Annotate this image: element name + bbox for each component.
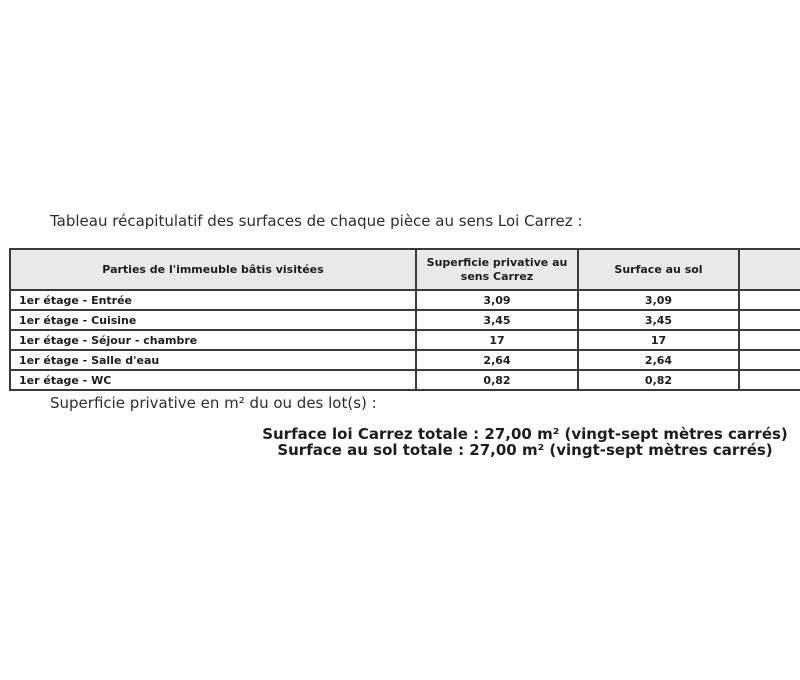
carrez-cell: 3,45 [416, 310, 578, 330]
table-row [10, 290, 800, 310]
table-header-row [10, 249, 800, 290]
table-row [10, 330, 800, 350]
carrez-cell: 17 [416, 330, 578, 350]
surfaces-table [9, 248, 800, 391]
room-cell: 1er étage - Salle d'eau [10, 350, 416, 370]
totals-block [250, 426, 800, 458]
room-cell: 1er étage - Séjour - chambre [10, 330, 416, 350]
table-row [10, 350, 800, 370]
column-header-empty [739, 249, 800, 290]
empty-cell [739, 290, 800, 310]
floor-cell: 3,09 [578, 290, 739, 310]
column-header-rooms: Parties de l'immeuble bâtis visitées [10, 249, 416, 290]
floor-cell: 17 [578, 330, 739, 350]
table-row [10, 310, 800, 330]
empty-cell [739, 330, 800, 350]
room-cell: 1er étage - Cuisine [10, 310, 416, 330]
total-carrez-line: Surface loi Carrez totale : 27,00 m² (vingt-sept mètres carrés) [262, 425, 788, 443]
column-header-floor: Surface au sol [578, 249, 739, 290]
carrez-cell: 3,09 [416, 290, 578, 310]
empty-cell [739, 350, 800, 370]
private-surface-subtitle: Superficie privative en m² du ou des lot(s) : [50, 394, 377, 412]
table-row [10, 370, 800, 390]
floor-cell: 3,45 [578, 310, 739, 330]
floor-cell: 2,64 [578, 350, 739, 370]
floor-cell: 0,82 [578, 370, 739, 390]
carrez-cell: 2,64 [416, 350, 578, 370]
carrez-cell: 0,82 [416, 370, 578, 390]
column-header-carrez: Superficie privative au sens Carrez [416, 249, 578, 290]
empty-cell [739, 310, 800, 330]
total-floor-line: Surface au sol totale : 27,00 m² (vingt-sept mètres carrés) [277, 441, 773, 459]
room-cell: 1er étage - WC [10, 370, 416, 390]
page-title: Tableau récapitulatif des surfaces de chaque pièce au sens Loi Carrez : [50, 212, 583, 230]
room-cell: 1er étage - Entrée [10, 290, 416, 310]
empty-cell [739, 370, 800, 390]
